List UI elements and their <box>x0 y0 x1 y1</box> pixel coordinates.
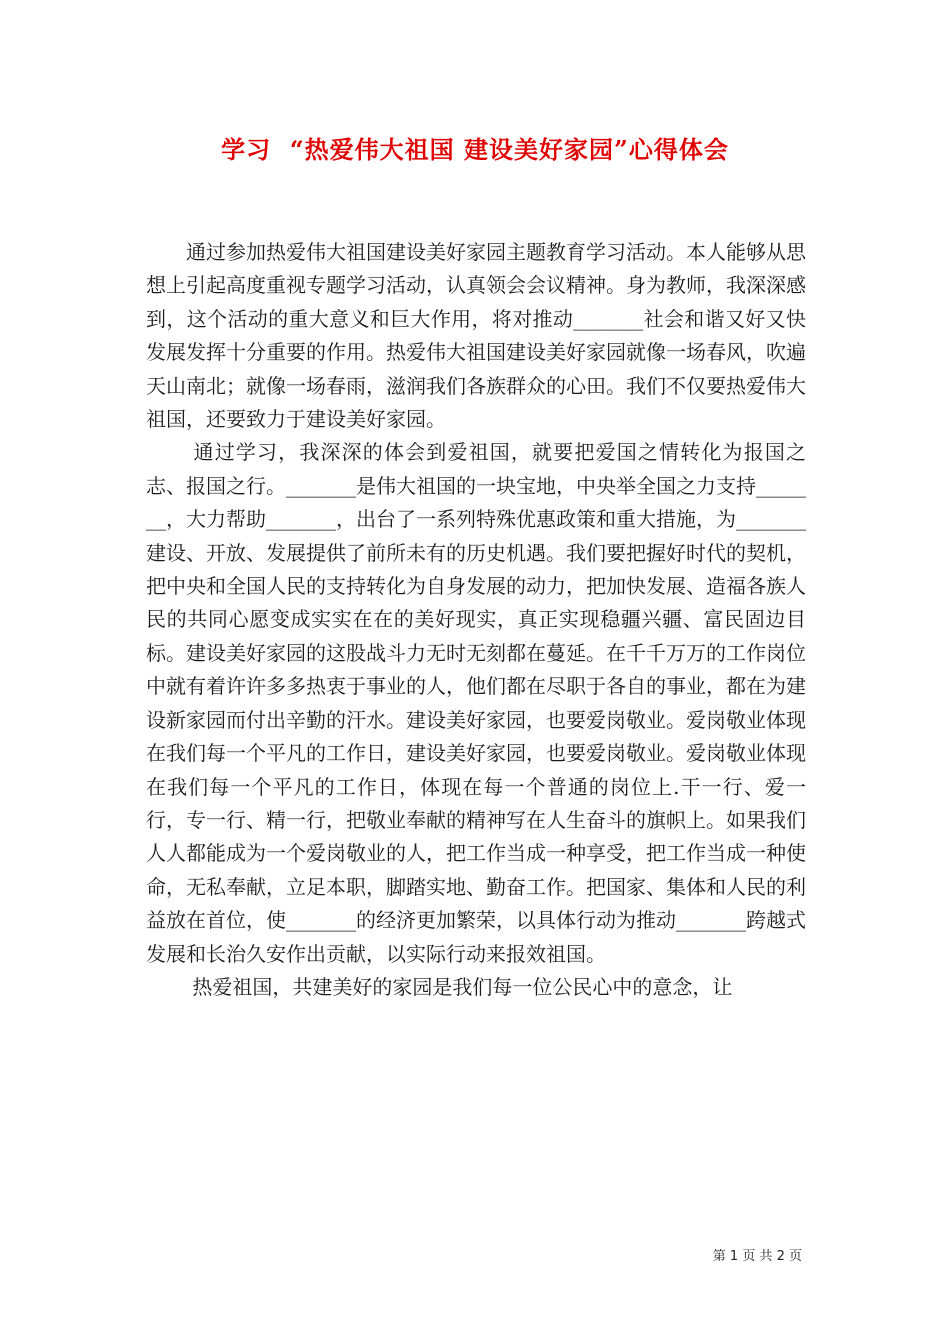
page-number-footer: 第 1 页 共 2 页 <box>712 1249 802 1264</box>
paragraph-3: 热爱祖国，共建美好的家园是我们每一位公民心中的意念，让 <box>186 974 733 999</box>
document-title: 学习 “热爱伟大祖国 建设美好家园”心得体会 <box>221 135 729 164</box>
paragraph-2: 通过学习，我深深的体会到爱祖国，就要把爱国之情转化为报国之志、报国之行。_______是伟大祖国的一块宝地，中央举全国之力支持_______，大力帮助_______，出台了一系列特殊优惠政策和重大措施，为_______建设、开放、发展提供了前所未有的历史机遇。我们要把握好时代的契机，把中央和全国人民的支持转化为自身发展的动力，把加快发展、造福各族人民的共同心愿变成实实在在的美好现实，真正实现稳疆兴疆、富民固边目标。建设美好家园的这股战斗力无时无刻都在蔓延。在千千万万的工作岗位中就有着许许多多热衷于事业的人，他们都在尽职于各自的事业，都在为建设新家园而付出辛勤的汗水。建设美好家园，也要爱岗敬业。爱岗敬业体现在我们每一个平凡的工作日，建设美好家园，也要爱岗敬业。爱岗敬业体现在我们每一个平凡的工作日，体现在每一个普通的岗位上.干一行、爱一行，专一行、精一行，把敬业奉献的精神写在人生奋斗的旗帜上。如果我们人人都能成为一个爱岗敬业的人，把工作当成一种享受，把工作当成一种使命，无私奉献，立足本职，脚踏实地、勤奋工作。把国家、集体和人民的利益放在首位，使_______的经济更加繁荣，以具体行动为推动_______跨越式发展和长治久安作出贡献，以实际行动来报效祖国。 <box>146 440 807 966</box>
document-body <box>146 236 806 1004</box>
paragraph-1: 通过参加热爱伟大祖国建设美好家园主题教育学习活动。本人能够从思想上引起高度重视专题学习活动，认真领会会议精神。身为教师，我深深感到，这个活动的重大意义和巨大作用，将对推动_______社会和谐又好又快发展发挥十分重要的作用。热爱伟大祖国建设美好家园就像一场春风，吹遍天山南北；就像一场春雨，滋润我们各族群众的心田。我们不仅要热爱伟大祖国，还要致力于建设美好家园。 <box>146 240 806 432</box>
